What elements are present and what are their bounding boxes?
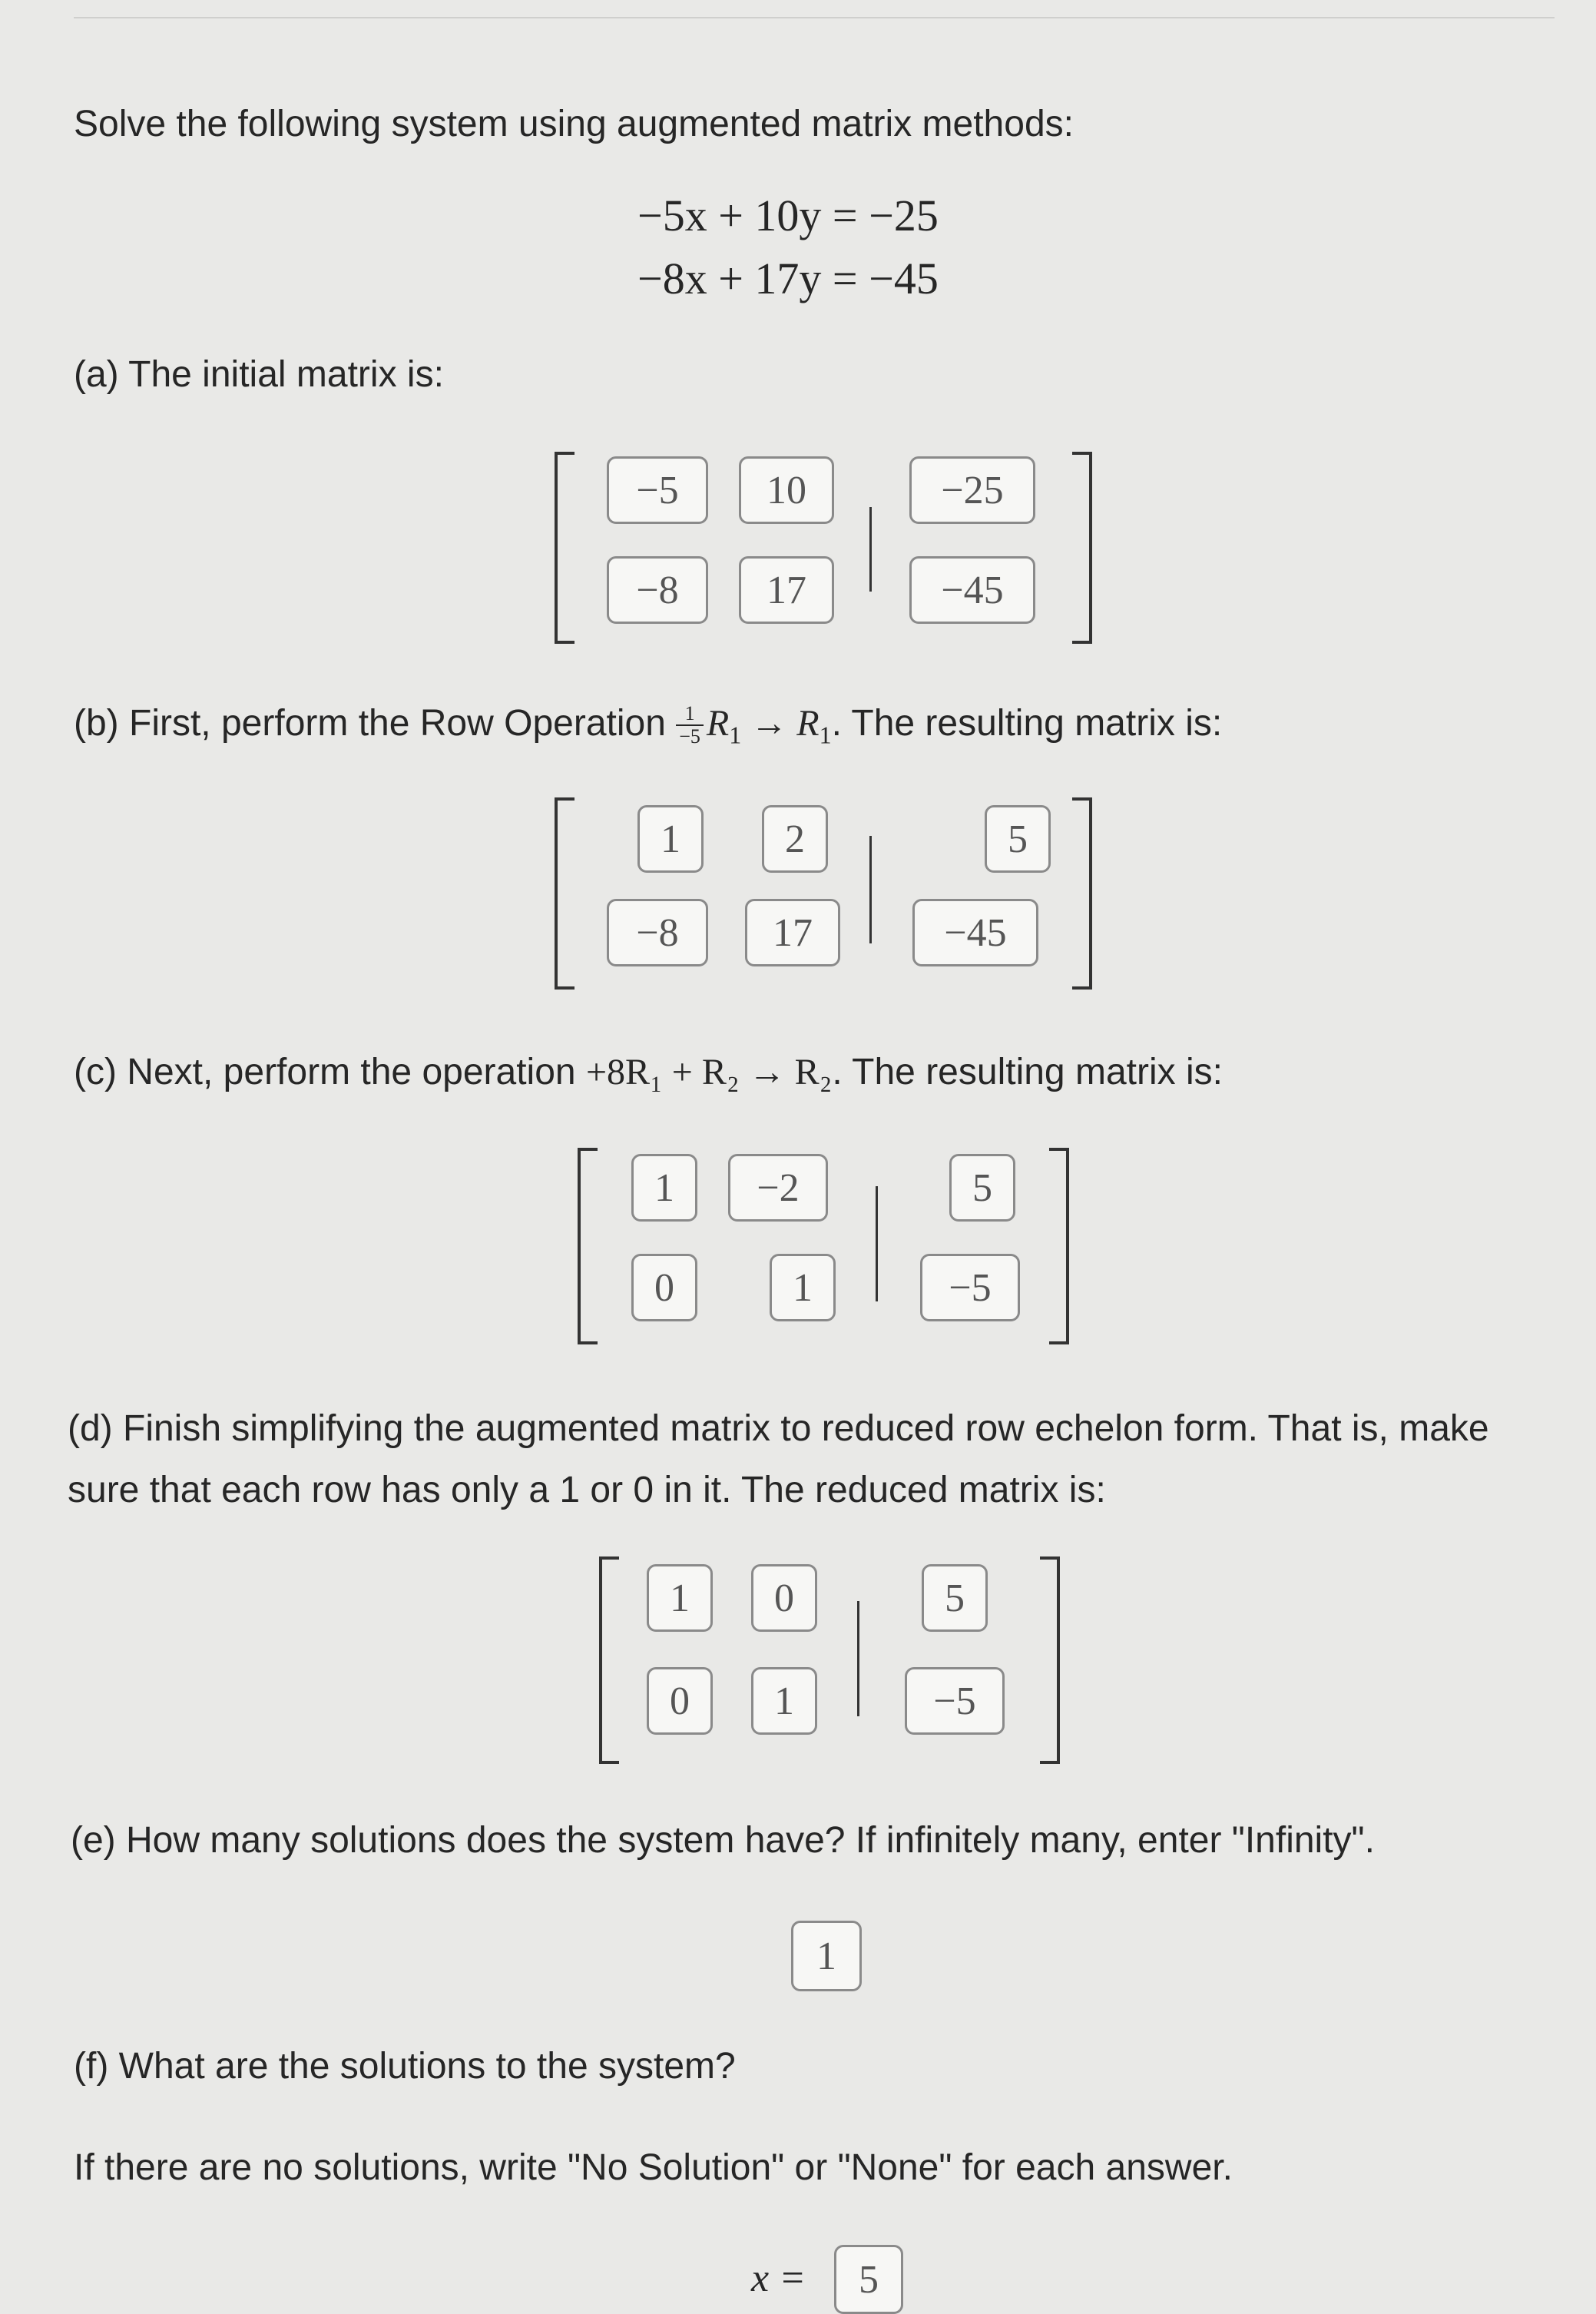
part-b-prefix: (b) First, perform the Row Operation <box>74 703 666 744</box>
matrix-b-cell-r1c2[interactable] <box>762 805 828 873</box>
left-bracket <box>555 797 574 990</box>
fraction-denominator: −5 <box>679 725 700 748</box>
matrix-d-cell-r2c3[interactable] <box>905 1667 1005 1735</box>
augment-divider <box>876 1186 878 1301</box>
matrix-d-cell-r1c1[interactable] <box>647 1564 713 1632</box>
matrix-after-step-c <box>578 1148 1069 1344</box>
matrix-d-cell-r1c3[interactable] <box>922 1564 988 1632</box>
right-bracket <box>1072 797 1092 990</box>
matrix-a-cell-r1c2[interactable] <box>739 456 834 524</box>
matrix-b-cell-r1c3[interactable] <box>985 805 1051 873</box>
matrix-d-cell-r1c2[interactable] <box>751 1564 817 1632</box>
part-c-suffix: . The resulting matrix is: <box>832 1052 1223 1092</box>
right-bracket <box>1049 1148 1069 1344</box>
left-bracket <box>578 1148 598 1344</box>
matrix-c-cell-r2c3[interactable] <box>920 1254 1020 1321</box>
part-e-label: (e) How many solutions does the system have? If infinitely many, enter "Infinity". <box>71 1820 1375 1861</box>
initial-matrix <box>555 452 1092 644</box>
part-a-label: (a) The initial matrix is: <box>74 354 444 395</box>
part-b-suffix: . The resulting matrix is: <box>831 703 1223 744</box>
reduced-matrix <box>599 1556 1060 1764</box>
matrix-c-cell-r2c1[interactable] <box>631 1254 697 1321</box>
right-bracket <box>1040 1556 1060 1764</box>
fraction-numerator: 1 <box>676 703 704 726</box>
equation-1: −5x + 10y = −25 <box>637 191 939 240</box>
left-bracket <box>555 452 574 644</box>
problem-intro: Solve the following system using augmented matrix methods: <box>74 104 1074 144</box>
matrix-a-cell-r1c3[interactable] <box>909 456 1035 524</box>
solution-count-input[interactable] <box>791 1921 862 1991</box>
matrix-a-cell-r2c2[interactable] <box>739 556 834 624</box>
part-c-operation: +8R₁ + R₂ → R₂ <box>585 1052 833 1092</box>
x-label: x = <box>751 2256 806 2300</box>
matrix-c-cell-r2c2[interactable] <box>770 1254 836 1321</box>
row-label-r2: R <box>796 703 820 744</box>
part-b-label <box>74 701 1222 758</box>
augment-divider <box>857 1601 859 1716</box>
matrix-b-cell-r2c3[interactable] <box>912 899 1038 966</box>
matrix-c-cell-r1c1[interactable] <box>631 1154 697 1222</box>
matrix-a-cell-r2c3[interactable] <box>909 556 1035 624</box>
part-d-label: (d) Finish simplifying the augmented matrix to reduced row echelon form. That is, make sure that each row has only a 1 or 0 in it. The reduced matrix is: <box>68 1408 1489 1510</box>
matrix-a-cell-r1c1[interactable] <box>607 456 708 524</box>
matrix-b-cell-r2c2[interactable] <box>745 899 840 966</box>
x-value-input[interactable] <box>834 2245 903 2314</box>
left-bracket <box>599 1556 619 1764</box>
arrow: → <box>741 703 797 744</box>
row-subscript-2: 1 <box>819 721 832 749</box>
top-divider <box>74 17 1555 18</box>
augment-divider <box>869 836 872 943</box>
matrix-d-cell-r2c1[interactable] <box>647 1667 713 1735</box>
part-c-label <box>74 1049 1223 1096</box>
right-bracket <box>1072 452 1092 644</box>
matrix-b-cell-r2c1[interactable] <box>607 899 708 966</box>
no-solution-note: If there are no solutions, write "No Solution" or "None" for each answer. <box>74 2147 1233 2188</box>
matrix-b-cell-r1c1[interactable] <box>637 805 704 873</box>
augment-divider <box>869 507 872 592</box>
matrix-after-step-b <box>555 797 1092 990</box>
equation-2: −8x + 17y = −45 <box>637 254 939 303</box>
row-label-r: R <box>706 703 730 744</box>
part-f-label: (f) What are the solutions to the system? <box>74 2046 736 2087</box>
matrix-d-cell-r2c2[interactable] <box>751 1667 817 1735</box>
row-subscript: 1 <box>729 721 742 749</box>
matrix-a-cell-r2c1[interactable] <box>607 556 708 624</box>
fraction <box>676 703 704 748</box>
equation-system <box>637 184 939 310</box>
part-c-prefix: (c) Next, perform the operation <box>74 1052 576 1092</box>
matrix-c-cell-r1c2[interactable] <box>728 1154 828 1222</box>
matrix-c-cell-r1c3[interactable] <box>949 1154 1015 1222</box>
